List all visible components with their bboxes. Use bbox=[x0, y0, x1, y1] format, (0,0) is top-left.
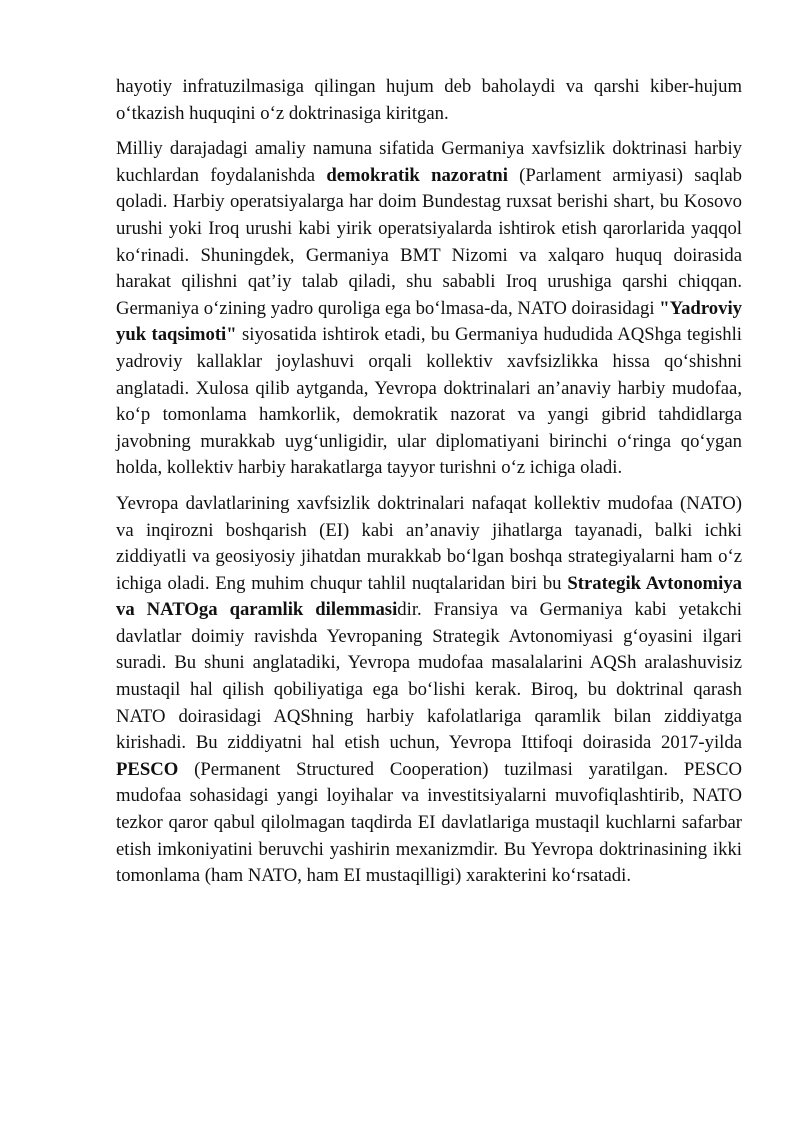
paragraph-2-text-3: siyosatida ishtirok etadi, bu Germaniya hududida AQShga tegishli yadroviy kallaklar joylashuvi orqali kollektiv xavfsizlikka hissa qoʻshishni anglatadi. Xulosa qilib aytganda, Yevropa doktrinalari anʼanaviy harbiy mudofaa, koʻp tomonlama hamkorlik, demokratik nazorat va yangi gibrid tahdidlarga javobning murakkab uygʻunligidir, ular diplomatiyani birinchi oʻringa qoʻygan holda, kollektiv harbiy harakatlarga tayyor turishni oʻz ichiga oladi. bbox=[116, 324, 742, 479]
paragraph-2-bold-nuclear-sharing: "Yadroviy yuk taqsimoti" bbox=[116, 297, 742, 346]
paragraph-3-text-3: (Permanent Structured Cooperation) tuzilmasi yaratilgan. PESCO mudofaa sohasidagi yangi loyihalar va investitsiyalarni muvofiqlashtirib, NATO tezkor qaror qabul qilolmagan taqdirda EI davlatlariga mustaqil kuchlarni safarbar etish imkoniyatini beruvchi yashirin mexanizmdir. Bu Yevropa doktrinasining ikki tomonlama (ham NATO, ham EI mustaqilligi) xarakterini koʻrsatadi. bbox=[116, 758, 742, 887]
paragraph-3-text-2: dir. Fransiya va Germaniya kabi yetakchi davlatlar doimiy ravishda Yevropaning Strategik Avtonomiyasi gʻoyasini ilgari suradi. Bu shuni anglatadiki, Yevropa mudofaa masalalarini AQSh aralashuvisiz mustaqil hal qilish qobiliyatiga ega boʻlishi kerak. Biroq, bu doktrinal qarash NATO doirasidagi AQShning harbiy kafolatlariga qaramlik bilan ziddiyatga kirishadi. Bu ziddiyatni hal etish uchun, Yevropa Ittifoqi doirasida 2017-yilda bbox=[116, 599, 742, 754]
paragraph-1-text: hayotiy infratuzilmasiga qilingan hujum deb baholaydi va qarshi kiber-hujum oʻtkazish huquqini oʻz doktrinasiga kiritgan. bbox=[116, 76, 742, 124]
paragraph-3-bold-dilemma: Strategik Avtonomiya va NATOga qaramlik dilemmasi bbox=[116, 572, 743, 621]
paragraph-2-bold-democratic-control: demokratik nazoratni bbox=[326, 164, 508, 186]
paragraph-3 bbox=[116, 491, 742, 890]
paragraph-3-bold-pesco: PESCO bbox=[116, 758, 179, 780]
paragraph-2 bbox=[116, 136, 742, 482]
document-page bbox=[116, 74, 742, 899]
paragraph-3-text-1: Yevropa davlatlarining xavfsizlik doktrinalari nafaqat kollektiv mudofaa (NATO) va inqirozni boshqarish (EI) kabi anʼanaviy jihatlarga tayanadi, balki ichki ziddiyatli va geosiyosiy jihatdan murakkab boʻlgan boshqa strategiyalarni ham oʻz ichiga oladi. Eng muhim chuqur tahlil nuqtalaridan biri bu bbox=[116, 492, 742, 594]
paragraph-1 bbox=[116, 74, 742, 127]
paragraph-2-text-1: Milliy darajadagi amaliy namuna sifatida Germaniya xavfsizlik doktrinasi harbiy kuchlardan foydalanishda bbox=[116, 138, 742, 186]
paragraph-2-text-2: (Parlament armiyasi) saqlab qoladi. Harbiy operatsiyalarga har doim Bundestag ruxsat berishi shart, bu Kosovo urushi yoki Iroq urushi kabi yirik operatsiyalarda ishtirok etish qarorlarida yaqqol koʻrinadi. Shuningdek, Germaniya BMT Nizomi va xalqaro huquq doirasida harakat qilishni qatʼiy talab qiladi, shu sababli Iroq urushiga qarshi chiqqan. Germaniya oʻzining yadro quroliga ega boʻlmasa-da, NATO doirasidagi bbox=[116, 164, 742, 319]
